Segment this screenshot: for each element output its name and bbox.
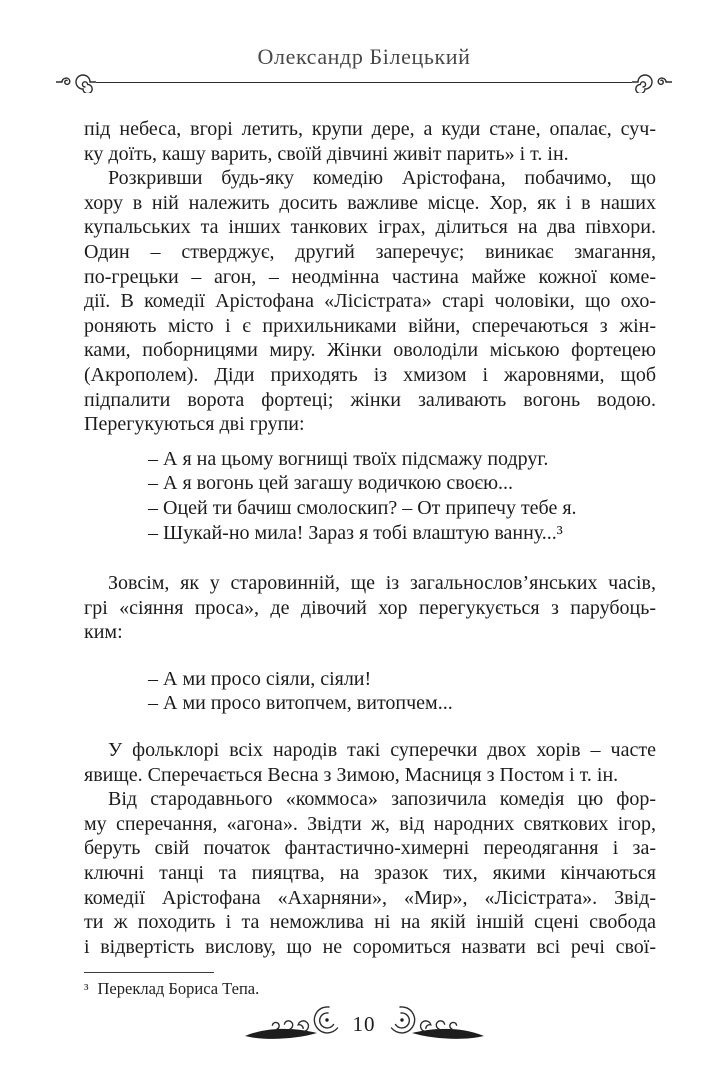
header-rule	[56, 71, 672, 93]
text-line: по-грецьки – агон, – неодмінна частина майже кожної коме-	[84, 265, 656, 288]
footnote-text-line	[84, 978, 656, 1001]
text-line: (Акрополем). Діди приходять із хмизом і жаровнями, щоб	[84, 363, 656, 386]
verse-line: – А ми просо витопчем, витопчем...	[148, 692, 453, 715]
text-line: Розкривши будь-яку комедію Арістофана, побачимо, що	[108, 167, 656, 190]
text-line: ками, поборницями миру. Жінки оволоділи міською фортецею	[84, 339, 656, 362]
text-line: му сперечання, «агона». Звідти ж, від народних святкових ігор,	[84, 812, 656, 835]
text-line: хору в ній належить досить важливе місце. Хор, як і в наших	[84, 191, 656, 214]
text-line: ким:	[84, 621, 123, 644]
text-line: беруть свій початок фантастично-химерні переодягання і за-	[84, 837, 656, 860]
text-line: явище. Сперечається Весна з Зимою, Масниця з Постом і т. ін.	[84, 763, 619, 786]
footnote	[84, 972, 656, 1001]
running-head-author: Олександр Білецький	[257, 44, 471, 69]
verse-line: – А я на цьому вогнищі твоїх підсмажу подруг.	[148, 447, 549, 470]
footnote-text: Переклад Бориса Тепа.	[97, 979, 260, 999]
paragraph	[84, 738, 656, 787]
verse-line: – А я вогонь цей загашу водичкою своєю...	[148, 472, 514, 495]
verse-line: – Оцей ти бачиш смолоскип? – От припечу тебе я.	[148, 496, 577, 519]
page-footer	[0, 1004, 728, 1044]
footnote-divider	[84, 972, 214, 973]
body-text	[84, 117, 656, 1001]
verse-block	[148, 447, 656, 545]
text-line: комедії Арістофана «Ахарняни», «Мир», «Лісістрата». Звід-	[84, 886, 656, 909]
text-line: грі «сіяння проса», де дівочий хор перегукується з парубоць-	[84, 596, 656, 619]
footer-left-flourish-icon	[243, 1004, 339, 1044]
text-line: роняють місто і є прихильниками війни, сперечаються з жін-	[84, 314, 656, 337]
header-left-spiral-icon	[56, 71, 96, 93]
text-line: У фольклорі всіх народів такі суперечки двох хорів – часте	[108, 739, 656, 762]
text-line: Перегукуються дві групи:	[84, 413, 305, 436]
text-line: дії. В комедії Арістофана «Лісістрата» старі чоловіки, що охо-	[84, 290, 656, 313]
text-line: ключні танці та пияцтва, на зразок тих, якими кінчаються	[84, 862, 656, 885]
header-rule-line	[96, 82, 632, 83]
verse-line: – Шукай-но мила! Зараз я тобі влаштую ванну...³	[148, 521, 563, 544]
footer-right-flourish-icon	[390, 1004, 486, 1044]
text-line: підпалити ворота фортеці; жінки заливають вогонь водою.	[84, 388, 656, 411]
footnote-marker: ³	[84, 982, 89, 999]
page-number: 10	[352, 1011, 376, 1036]
text-line: Зовсім, як у старовинній, ще із загальнослов’янських часів,	[108, 572, 656, 595]
paragraph	[84, 571, 656, 645]
verse-line: – А ми просо сіяли, сіяли!	[148, 667, 372, 690]
text-line: ку доїть, кашу варить, своїй дівчині живіт парить» і т. ін.	[84, 142, 569, 165]
text-line: і відвертість вислову, що не соромиться назвати всі речі свої-	[84, 935, 656, 958]
header-right-spiral-icon	[632, 71, 672, 93]
verse-block	[148, 667, 656, 716]
paragraph	[84, 787, 656, 959]
text-line: під небеса, вгорі летить, крупи дере, а куди стане, опалає, суч-	[84, 118, 656, 140]
text-line: ти ж походить і та неможлива ні на якій іншій сцені свобода	[84, 911, 656, 934]
text-line: купальських та інших танкових іграх, ділиться на два півхори.	[84, 216, 656, 239]
text-line: Від стародавнього «коммоса» запозичила комедія цю фор-	[108, 788, 656, 811]
text-line: Один – стверджує, другий заперечує; виникає змагання,	[84, 240, 656, 263]
